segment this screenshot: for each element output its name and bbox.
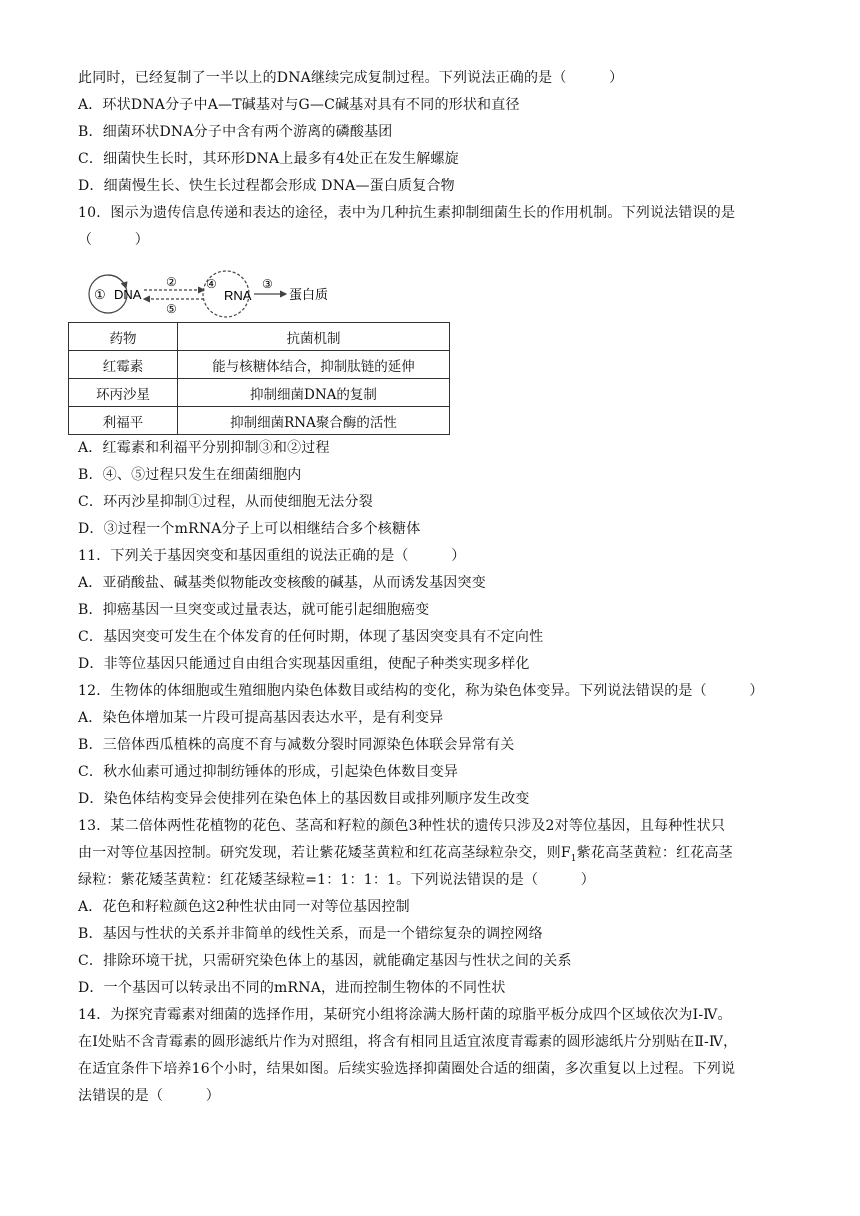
label-protein: 蛋白质: [289, 288, 329, 303]
q12-option-a: A．染色体增加某一片段可提高基因表达水平，是有利变异: [78, 710, 444, 726]
q13-stem-text-rest: 紫花高茎黄粒：红花高茎: [576, 845, 733, 861]
table-row: [69, 351, 450, 379]
q10-option-b: B．④、⑤过程只发生在细菌细胞内: [78, 467, 302, 483]
label-5: ⑤: [166, 302, 177, 316]
q13-stem-line3: 绿粒：紫花矮茎黄粒：红花矮茎绿粒=1：1：1：1。下列说法错误的是（ ）: [78, 872, 595, 888]
q10-stem: 10．图示为遗传信息传递和表达的途径，表中为几种抗生素抑制细菌生长的作用机制。下列说法错误的是: [78, 205, 736, 221]
q11-option-c: C．基因突变可发生在个体发育的任何时期，体现了基因突变具有不定向性: [78, 629, 544, 645]
table-row: [69, 379, 450, 407]
label-2: ②: [166, 275, 177, 289]
q14-stem-line1: 14．为探究青霉素对细菌的选择作用，某研究小组将涂满大肠杆菌的琼脂平板分成四个区域依次为Ⅰ-Ⅳ。: [78, 1007, 732, 1023]
table-cell: 利福平: [69, 407, 178, 435]
q10-option-a: A．红霉素和利福平分别抑制③和②过程: [78, 440, 330, 456]
antibiotic-table: [68, 322, 450, 435]
q13-option-b: B．基因与性状的关系并非简单的线性关系，而是一个错综复杂的调控网络: [78, 926, 543, 942]
table-header-cell: 抗菌机制: [178, 323, 450, 351]
f1-symbol: F: [560, 845, 571, 861]
q13-stem-text: 由一对等位基因控制。研究发现，若让紫花矮茎黄粒和红花高茎绿粒杂交，则: [78, 845, 561, 861]
q11-option-b: B．抑癌基因一旦突变或过量表达，就可能引起细胞癌变: [78, 602, 430, 618]
q11-option-d: D．非等位基因只能通过自由组合实现基因重组，使配子种类实现多样化: [78, 656, 530, 672]
table-cell: 环丙沙星: [69, 379, 178, 407]
q9-option-d: D．细菌慢生长、快生长过程都会形成 DNA—蛋白质复合物: [78, 178, 455, 194]
q10-option-d: D．③过程一个mRNA分子上可以相继结合多个核糖体: [78, 521, 421, 537]
table-cell: 红霉素: [69, 351, 178, 379]
label-1: ①: [94, 288, 106, 303]
q13-option-c: C．排除环境干扰，只需研究染色体上的基因，就能确定基因与性状之间的关系: [78, 953, 572, 969]
central-dogma-diagram: [86, 268, 346, 318]
table-cell: 抑制细菌DNA的复制: [178, 379, 450, 407]
q12-option-d: D．染色体结构变异会使排列在染色体上的基因数目或排列顺序发生改变: [78, 791, 530, 807]
q13-option-d: D．一个基因可以转录出不同的mRNA，进而控制生物体的不同性状: [78, 980, 506, 996]
q14-stem-line2: 在Ⅰ处贴不含青霉素的圆形滤纸片作为对照组，将含有相同且适宜浓度青霉素的圆形滤纸片分别贴在Ⅱ-Ⅳ，: [78, 1034, 738, 1050]
q12-option-b: B．三倍体西瓜植株的高度不育与减数分裂时同源染色体联会异常有关: [78, 737, 515, 753]
q12-stem: 12．生物体的体细胞或生殖细胞内染色体数目或结构的变化，称为染色体变异。下列说法错误的是（ ）: [78, 683, 764, 699]
q9-option-a: A．环状DNA分子中A—T碱基对与G—C碱基对具有不同的形状和直径: [78, 97, 520, 113]
q10-stem-paren: （ ）: [78, 232, 149, 248]
q9-option-b: B．细菌环状DNA分子中含有两个游离的磷酸基团: [78, 124, 393, 140]
table-cell: 抑制细菌RNA聚合酶的活性: [178, 407, 450, 435]
text-line: 此同时，已经复制了一半以上的DNA继续完成复制过程。下列说法正确的是（ ）: [78, 70, 624, 86]
q9-option-c: C．细菌快生长时，其环形DNA上最多有4处正在发生解螺旋: [78, 151, 459, 167]
label-rna: RNA: [224, 288, 252, 303]
table-row: [69, 407, 450, 435]
q10-option-c: C．环丙沙星抑制①过程，从而使细胞无法分裂: [78, 494, 373, 510]
q13-stem-line2: [78, 843, 733, 869]
f1-subscript: 1: [570, 853, 577, 864]
label-4: ④: [206, 277, 217, 291]
label-dna: DNA: [114, 287, 142, 302]
table-header-row: [69, 323, 450, 351]
q11-stem: 11．下列关于基因突变和基因重组的说法正确的是（ ）: [78, 548, 466, 564]
q12-option-c: C．秋水仙素可通过抑制纺锤体的形成，引起染色体数目变异: [78, 764, 459, 780]
q14-stem-line3: 在适宜条件下培养16个小时，结果如图。后续实验选择抑菌圈处合适的细菌，多次重复以上过程。下列说: [78, 1061, 736, 1077]
q11-option-a: A．亚硝酸盐、碱基类似物能改变核酸的碱基，从而诱发基因突变: [78, 575, 486, 591]
table-header-cell: 药物: [69, 323, 178, 351]
q13-option-a: A．花色和籽粒颜色这2种性状由同一对等位基因控制: [78, 899, 410, 915]
table-cell: 能与核糖体结合，抑制肽链的延伸: [178, 351, 450, 379]
q13-stem-line1: 13．某二倍体两性花植物的花色、茎高和籽粒的颜色3种性状的遗传只涉及2对等位基因，且每种性状只: [78, 818, 726, 834]
q14-stem-line4: 法错误的是（ ）: [78, 1088, 220, 1104]
label-3: ③: [262, 277, 273, 291]
